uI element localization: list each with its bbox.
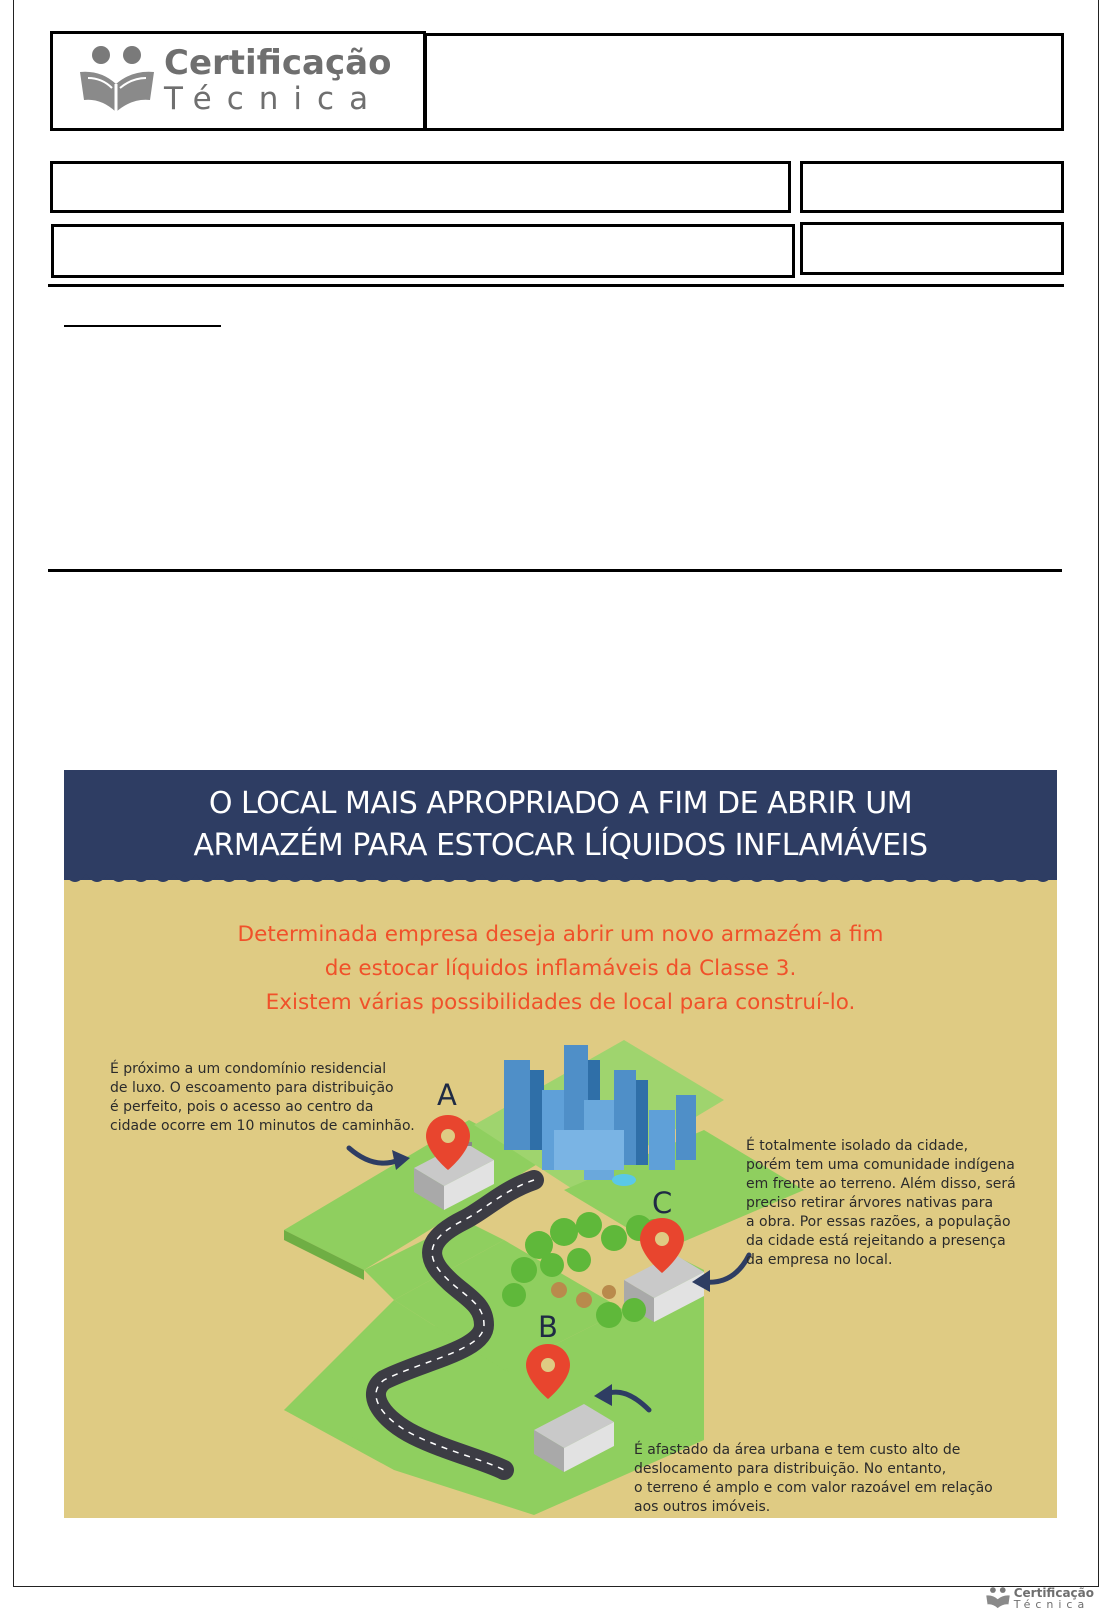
date-field-box bbox=[800, 161, 1064, 213]
caption-location-a bbox=[110, 1060, 430, 1136]
intro-line-2: de estocar líquidos inflamáveis da Classe 3. bbox=[324, 956, 797, 981]
pin-label-a: A bbox=[437, 1078, 457, 1112]
readers-icon bbox=[985, 1585, 1011, 1611]
caption-a-line: É próximo a um condomínio residencial bbox=[110, 1061, 387, 1077]
arrow-a-icon bbox=[349, 1148, 399, 1163]
intro-line-1: Determinada empresa deseja abrir um novo armazém a fim bbox=[237, 922, 884, 947]
logo-word-certificacao: Certificação bbox=[164, 42, 392, 83]
caption-c-line: preciso retirar árvores nativas para bbox=[746, 1195, 994, 1211]
arrow-c-icon bbox=[704, 1255, 749, 1282]
intro-line-3: Existem várias possibilidades de local para construí-lo. bbox=[265, 990, 856, 1015]
title-box bbox=[424, 33, 1064, 131]
pin-label-c: C bbox=[652, 1186, 673, 1220]
caption-a-line: cidade ocorre em 10 minutos de caminhão. bbox=[110, 1118, 415, 1134]
title-line-2: ARMAZÉM PARA ESTOCAR LÍQUIDOS INFLAMÁVEIS bbox=[193, 828, 928, 863]
class-field-box bbox=[51, 224, 795, 278]
caption-c-line: em frente ao terreno. Além disso, será bbox=[746, 1176, 1016, 1192]
caption-c-line: a obra. Por essas razões, a população bbox=[746, 1214, 1011, 1230]
caption-b-line: É afastado da área urbana e tem custo alto de bbox=[634, 1442, 961, 1458]
caption-b-line: aos outros imóveis. bbox=[634, 1499, 771, 1515]
caption-c-line: porém tem uma comunidade indígena bbox=[746, 1157, 1015, 1173]
caption-c-line: É totalmente isolado da cidade, bbox=[746, 1138, 969, 1154]
footer-logo-word-tecnica: Técnica bbox=[1013, 1597, 1090, 1611]
name-field-box bbox=[50, 161, 791, 213]
header-logo bbox=[76, 42, 391, 118]
caption-location-b bbox=[634, 1441, 1044, 1517]
title-line-1: O LOCAL MAIS APROPRIADO A FIM DE ABRIR UM bbox=[208, 786, 913, 821]
logo-text bbox=[164, 42, 392, 117]
caption-b-line: deslocamento para distribuição. No entanto, bbox=[634, 1461, 947, 1477]
footer-logo-text bbox=[1014, 1587, 1094, 1610]
footer-logo bbox=[985, 1585, 1094, 1611]
readers-icon bbox=[76, 42, 158, 118]
caption-c-line: da cidade está rejeitando a presença bbox=[746, 1233, 1006, 1249]
caption-a-line: de luxo. O escoamento para distribuição bbox=[110, 1080, 394, 1096]
header-divider bbox=[48, 284, 1064, 287]
grade-field-box bbox=[800, 222, 1064, 275]
pin-label-b: B bbox=[538, 1310, 558, 1344]
footer-logo-word-certificacao: Certificação bbox=[1013, 1585, 1094, 1600]
caption-location-c bbox=[746, 1137, 1046, 1270]
caption-a-line: é perfeito, pois o acesso ao centro da bbox=[110, 1099, 374, 1115]
section-divider bbox=[48, 569, 1062, 572]
instructions-underline bbox=[64, 325, 221, 327]
logo-word-tecnica: Técnica bbox=[164, 80, 384, 117]
infographic bbox=[64, 770, 1057, 1518]
caption-c-line: da empresa no local. bbox=[746, 1252, 893, 1268]
caption-b-line: o terreno é amplo e com valor razoável em relação bbox=[634, 1480, 993, 1496]
